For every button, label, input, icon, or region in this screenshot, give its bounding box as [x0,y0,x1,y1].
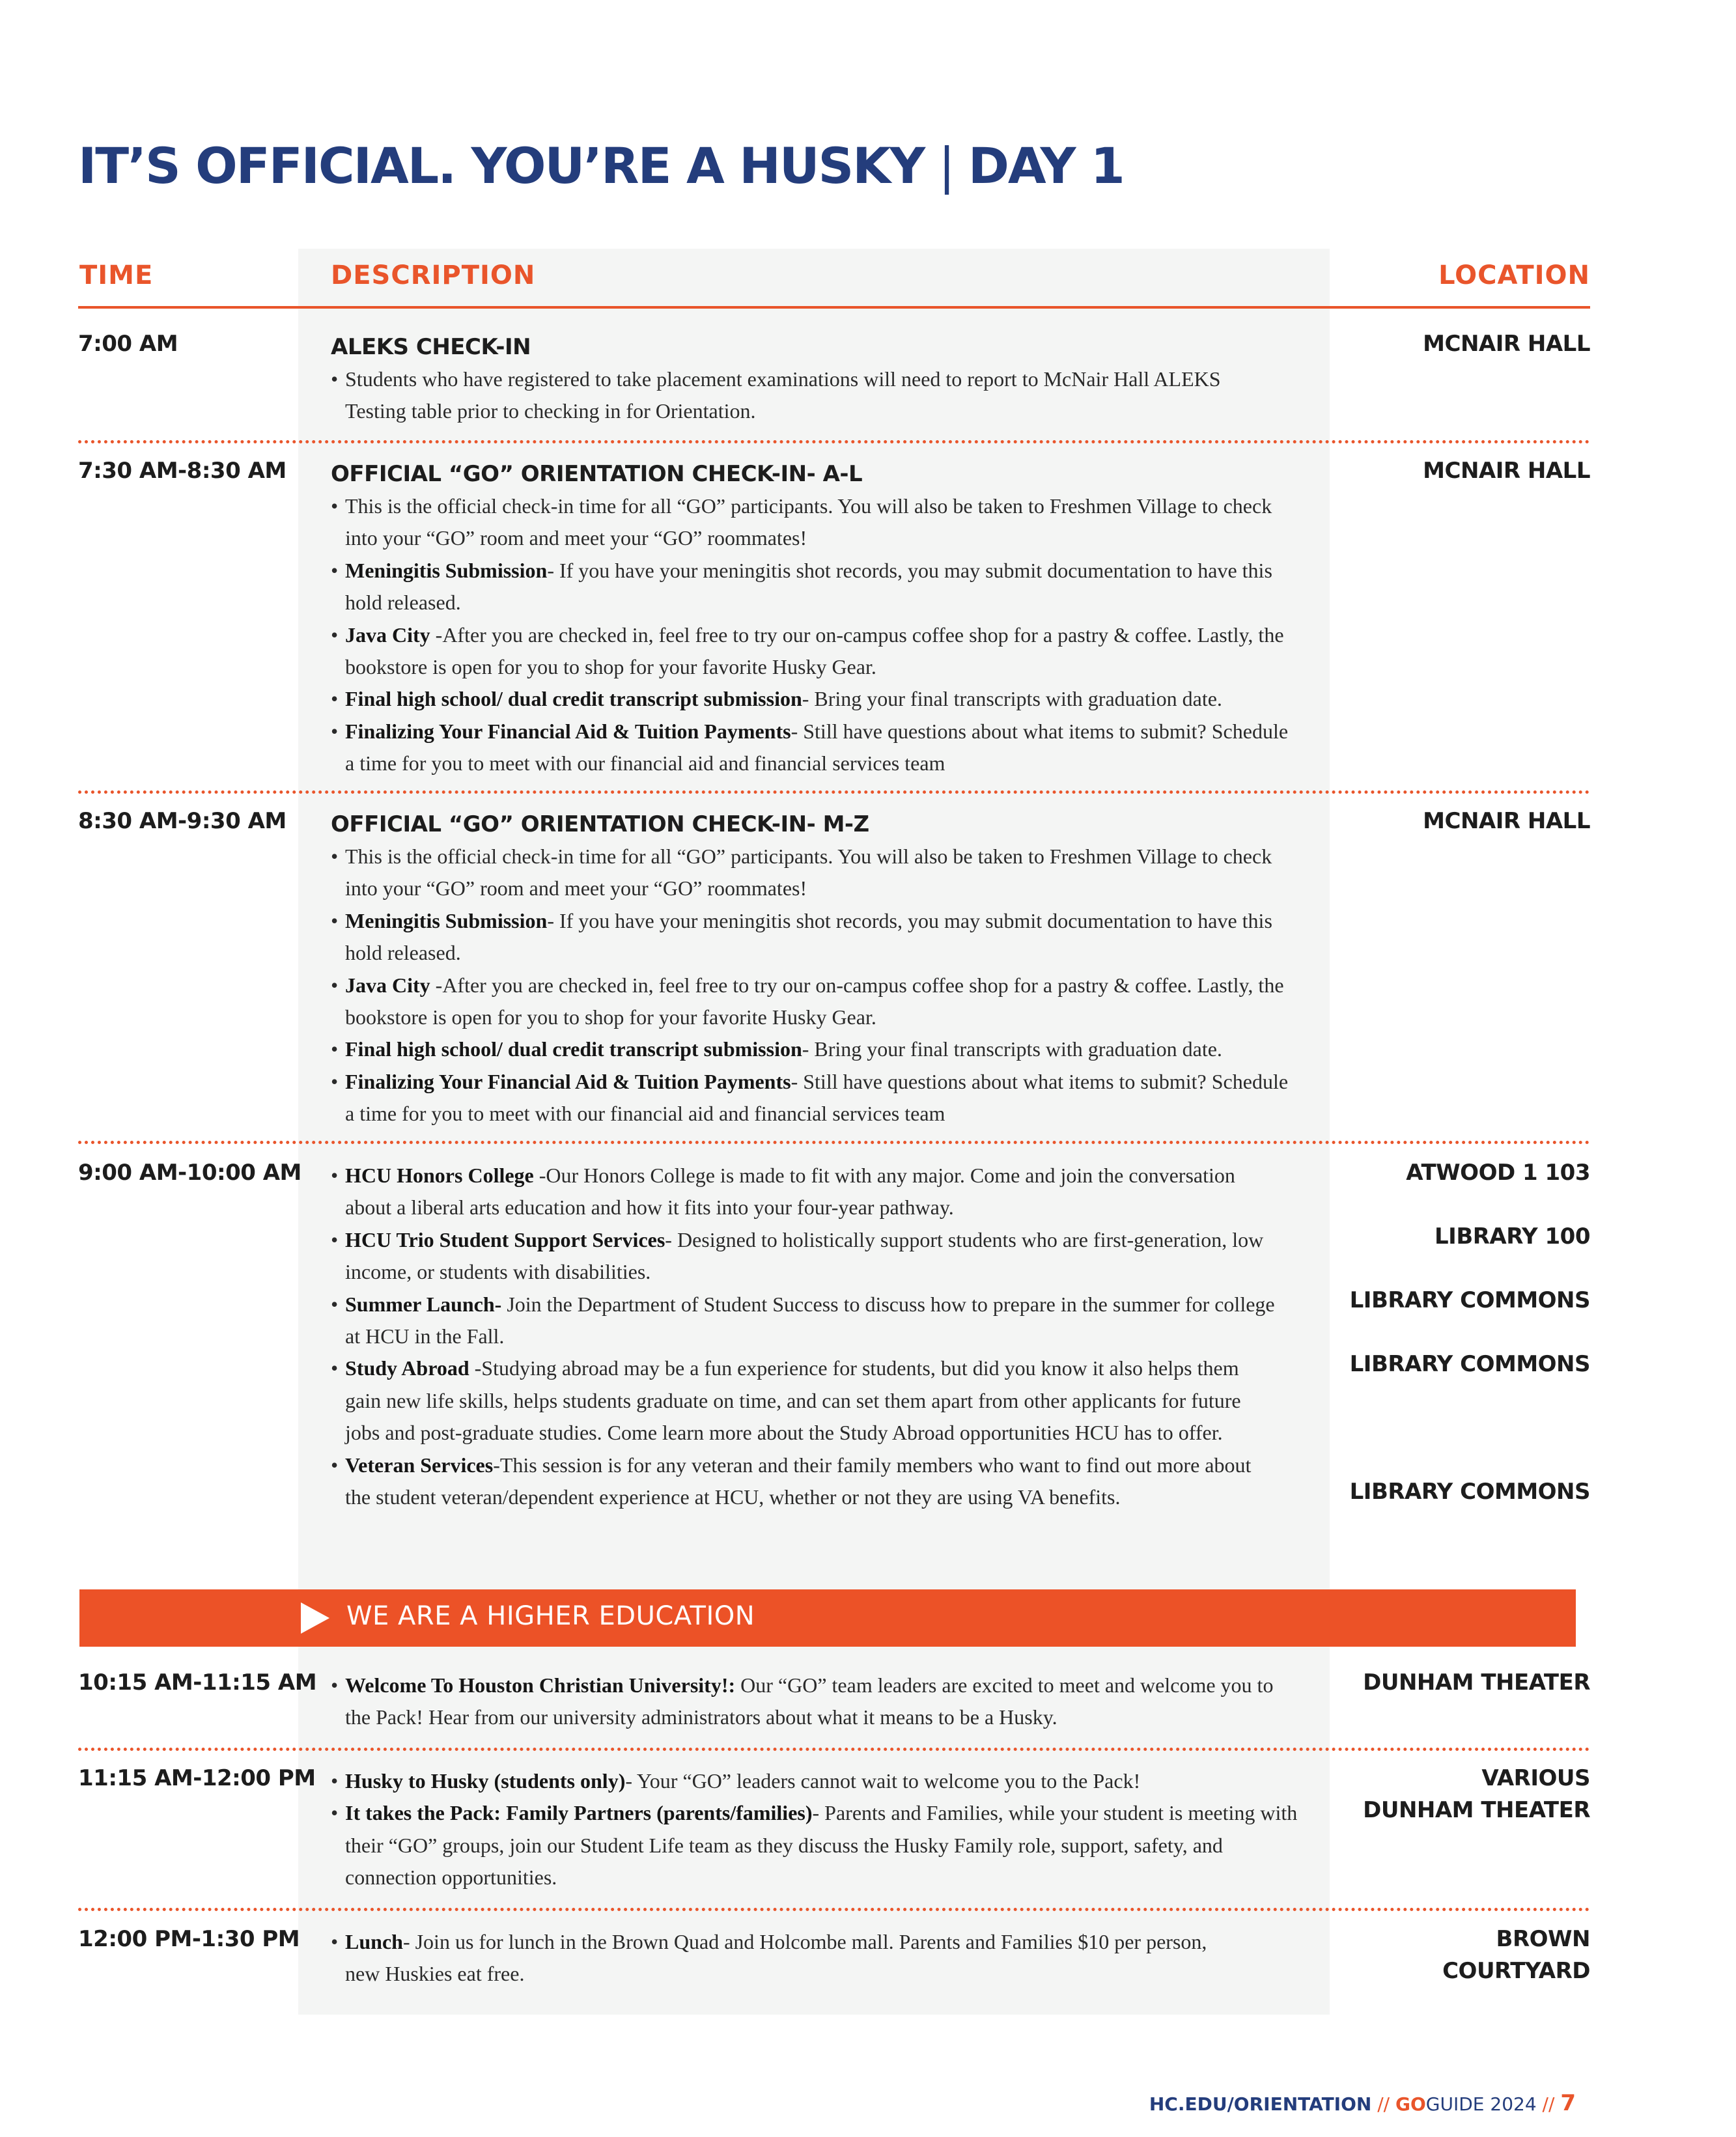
bullet-item: • Final high school/ dual credit transcript submission- Bring your final transcripts with graduation date. [331,683,1301,715]
row-time: 12:00 PM-1:30 PM [78,1926,300,1952]
row-location: DUNHAM THEATER [1363,1797,1590,1823]
row-location: DUNHAM THEATER [1363,1669,1590,1696]
bullet-item: • Study Abroad -Studying abroad may be a fun experience for students, but did you know it also helps them gain new life skills, helps students graduate on time, and can set them apart from other applicants for future jobs and post-graduate studies. Come learn more about the Study Abroad opportunities HCU has to offer. [331,1352,1275,1449]
footer-separator: // [1371,2093,1395,2115]
bullet-item: • This is the official check-in time for all “GO” participants. You will also be taken to Freshmen Village to check into your “GO” room and meet your “GO” roommates! [331,490,1301,555]
footer-separator: // [1536,2093,1561,2115]
row-time: 10:15 AM-11:15 AM [78,1669,317,1696]
header-time: TIME [79,260,154,290]
bullet-item: • It takes the Pack: Family Partners (parents/families)- Parents and Families, while your student is meeting with their “GO” groups, join our Student Life team as they discuss the Husky Family role, support, safety, and connection opportunities. [331,1797,1301,1893]
event-title: ALEKS CHECK-IN [331,334,531,360]
row-description [331,1926,1301,1990]
row-description [331,1160,1301,1513]
row-time: 7:00 AM [78,331,178,357]
row-location: BROWN [1496,1926,1590,1952]
event-title: OFFICIAL “GO” ORIENTATION CHECK-IN- M-Z [331,811,869,837]
event-title: OFFICIAL “GO” ORIENTATION CHECK-IN- A-L [331,461,863,487]
bullet-item: • Students who have registered to take placement examinations will need to report to McNair Hall ALEKS Testing table prior to checking in for Orientation. [331,363,1242,428]
row-description [331,1765,1301,1894]
row-location: VARIOUS [1481,1765,1590,1791]
header-location: LOCATION [1438,260,1590,290]
row-divider [78,1908,1590,1911]
row-location: LIBRARY 100 [1435,1223,1590,1250]
row-location: LIBRARY COMMONS [1349,1287,1590,1313]
row-location: COURTYARD [1442,1958,1590,1984]
bullet-item: • Finalizing Your Financial Aid & Tuition Payments- Still have questions about what items to submit? Schedule a time for you to meet with our financial aid and financial services team [331,1066,1301,1130]
row-time: 7:30 AM-8:30 AM [78,458,287,484]
bullet-item: • Final high school/ dual credit transcript submission- Bring your final transcripts with graduation date. [331,1033,1301,1065]
footer-guide: GUIDE 2024 [1425,2093,1537,2115]
row-location: MCNAIR HALL [1423,331,1590,357]
header-rule [78,306,1590,309]
bullet-item: • Veteran Services-This session is for any veteran and their family members who want to find out more about the student veteran/dependent experience at HCU, whether or not they are using VA benefits. [331,1449,1275,1514]
page-number: 7 [1560,2090,1576,2116]
header-description: DESCRIPTION [331,260,536,290]
footer-go: GO [1395,2093,1426,2115]
row-location: LIBRARY COMMONS [1349,1351,1590,1377]
row-location: MCNAIR HALL [1423,458,1590,484]
bullet-item: • HCU Trio Student Support Services- Designed to holistically support students who are first-generation, low income, or students with disabilities. [331,1224,1275,1289]
bullet-item: • Finalizing Your Financial Aid & Tuition Payments- Still have questions about what items to submit? Schedule a time for you to meet with our financial aid and financial services team [331,716,1301,780]
bullet-item: • Welcome To Houston Christian University!: Our “GO” team leaders are excited to meet and welcome you to the Pack! Hear from our university administrators about what it means to be a Husky. [331,1669,1301,1734]
row-location: ATWOOD 1 103 [1406,1160,1590,1186]
page-title-day: DAY 1 [968,137,1124,195]
bullet-item: • HCU Honors College -Our Honors College is made to fit with any major. Come and join the conversation about a liberal arts education and how it fits into your four-year pathway. [331,1160,1275,1224]
bullet-item: • Meningitis Submission- If you have your meningitis shot records, you may submit documentation to have this hold released. [331,555,1301,619]
row-divider [78,790,1590,794]
row-time: 9:00 AM-10:00 AM [78,1160,301,1186]
bullet-item: • Java City -After you are checked in, feel free to try our on-campus coffee shop for a pastry & coffee. Lastly, the bookstore is open for you to shop for your favorite Husky Gear. [331,619,1301,684]
row-divider [78,1748,1590,1751]
bullet-item: • Meningitis Submission- If you have your meningitis shot records, you may submit documentation to have this hold released. [331,905,1301,970]
section-banner [79,1589,1576,1647]
play-triangle-icon [301,1602,329,1634]
title-separator: | [938,137,954,195]
bullet-item: • Husky to Husky (students only)- Your “GO” leaders cannot wait to welcome you to the Pack! [331,1765,1301,1797]
page-title [78,137,1124,195]
bullet-item: • Summer Launch- Join the Department of Student Success to discuss how to prepare in the summer for college at HCU in the Fall. [331,1289,1275,1353]
page-footer [1149,2090,1576,2116]
footer-site: HC.EDU/ORIENTATION [1149,2093,1372,2115]
row-description [331,458,1301,780]
row-location: MCNAIR HALL [1423,808,1590,834]
bullet-item: • This is the official check-in time for all “GO” participants. You will also be taken to Freshmen Village to check into your “GO” room and meet your “GO” roommates! [331,841,1301,905]
row-description [331,808,1301,1130]
bullet-item: • Java City -After you are checked in, feel free to try our on-campus coffee shop for a pastry & coffee. Lastly, the bookstore is open for you to shop for your favorite Husky Gear. [331,970,1301,1034]
row-description [331,1669,1301,1734]
row-location: LIBRARY COMMONS [1349,1479,1590,1505]
bullet-item: • Lunch- Join us for lunch in the Brown Quad and Holcombe mall. Parents and Families $10 per person, new Huskies eat free. [331,1926,1242,1990]
row-time: 11:15 AM-12:00 PM [78,1765,316,1791]
row-divider [78,1141,1590,1144]
row-time: 8:30 AM-9:30 AM [78,808,287,834]
row-divider [78,440,1590,443]
page-title-main: IT’S OFFICIAL. YOU’RE A HUSKY [78,137,925,195]
row-description [331,331,1301,428]
banner-text: WE ARE A HIGHER EDUCATION [346,1601,755,1631]
